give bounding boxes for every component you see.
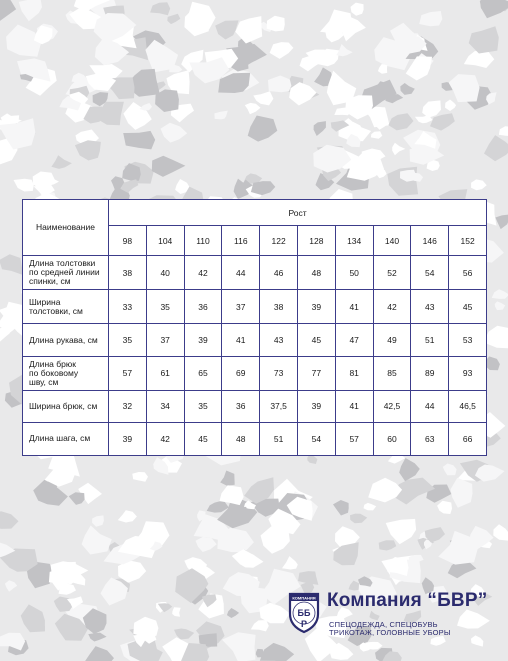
camo-blob <box>495 301 506 310</box>
table-cell: 85 <box>373 356 411 390</box>
table-cell: 37 <box>222 290 260 324</box>
camo-blob <box>419 11 442 26</box>
camo-blob <box>282 556 298 569</box>
table-cell: 44 <box>411 390 449 422</box>
camo-blob <box>336 44 352 56</box>
camo-blob <box>167 14 180 24</box>
table-cell: 41 <box>222 324 260 356</box>
table-cell: 45 <box>297 324 335 356</box>
table-row <box>23 422 487 455</box>
table-cell: 40 <box>146 256 184 290</box>
camo-blob <box>0 511 19 529</box>
row-label-line: Длина шага, см <box>29 433 91 444</box>
table-cell: 39 <box>109 422 147 455</box>
camo-blob <box>220 471 235 486</box>
table-cell: 57 <box>109 356 147 390</box>
camo-blob <box>307 455 317 464</box>
camo-blob <box>92 515 104 526</box>
row-label-line: Длина брюк <box>29 358 76 369</box>
row-label <box>23 356 109 390</box>
table-cell: 38 <box>260 290 298 324</box>
camo-blob <box>267 16 285 32</box>
camo-blob <box>44 177 59 185</box>
height-value: 134 <box>335 226 373 256</box>
camo-blob <box>196 537 217 552</box>
camo-blob <box>445 100 456 112</box>
company-name: Компания “БВР” <box>327 590 488 611</box>
row-label-line: шву, см <box>29 376 59 387</box>
camo-blob <box>351 3 364 16</box>
table-cell: 39 <box>297 390 335 422</box>
camo-blob <box>256 649 264 658</box>
camo-blob <box>214 111 227 120</box>
table-cell: 57 <box>335 422 373 455</box>
camo-blob <box>251 181 275 195</box>
camo-blob <box>132 472 148 482</box>
table-cell: 42,5 <box>373 390 411 422</box>
camo-blob <box>88 633 106 642</box>
table-cell: 36 <box>184 290 222 324</box>
camo-blob <box>172 607 181 617</box>
table-cell: 60 <box>373 422 411 455</box>
camo-blob <box>253 91 273 105</box>
camo-blob <box>422 100 441 117</box>
table-cell: 37 <box>146 324 184 356</box>
camo-blob <box>270 42 294 59</box>
table-cell: 45 <box>449 290 487 324</box>
company-logo-block <box>287 588 487 648</box>
camo-blob <box>161 123 188 143</box>
camo-blob <box>499 126 508 136</box>
camo-blob <box>469 26 499 53</box>
camo-blob <box>223 572 260 596</box>
camo-blob <box>406 56 432 80</box>
camo-blob <box>21 604 45 632</box>
table-cell: 89 <box>411 356 449 390</box>
table-cell: 47 <box>335 324 373 356</box>
camo-blob <box>392 143 405 156</box>
camo-blob <box>118 510 137 522</box>
row-label-line: по средней линии <box>29 267 100 278</box>
table-cell: 51 <box>411 324 449 356</box>
camo-blob <box>82 525 112 554</box>
row-label-line: по боковому <box>29 367 79 378</box>
height-value: 98 <box>109 226 147 256</box>
camo-blob <box>5 580 17 592</box>
table-cell: 65 <box>184 356 222 390</box>
camo-blob <box>51 155 72 169</box>
height-value: 116 <box>222 226 260 256</box>
row-label <box>23 390 109 422</box>
camo-blob <box>364 503 377 511</box>
size-table <box>22 199 487 456</box>
row-label-line: толстовки, см <box>29 305 83 316</box>
table-cell: 53 <box>449 324 487 356</box>
table-cell: 63 <box>411 422 449 455</box>
camo-blob <box>480 0 508 18</box>
camo-blob <box>215 20 238 39</box>
height-value: 152 <box>449 226 487 256</box>
camo-blob <box>484 135 508 161</box>
height-value: 104 <box>146 226 184 256</box>
svg-text:Р: Р <box>300 619 308 629</box>
camo-blob <box>399 458 420 481</box>
table-cell: 81 <box>335 356 373 390</box>
camo-blob <box>493 524 508 541</box>
camo-blob <box>69 492 85 505</box>
camo-blob <box>451 478 473 508</box>
camo-blob <box>75 140 101 160</box>
height-value: 110 <box>184 226 222 256</box>
camo-blob <box>152 156 186 177</box>
company-shield-logo <box>287 590 321 634</box>
camo-blob <box>333 500 349 516</box>
table-row <box>23 324 487 356</box>
camo-blob <box>314 121 326 136</box>
camo-blob <box>140 103 152 111</box>
table-cell: 73 <box>260 356 298 390</box>
table-cell: 42 <box>146 422 184 455</box>
table-cell: 35 <box>184 390 222 422</box>
size-table-container <box>22 199 486 456</box>
camo-blob <box>248 116 278 142</box>
camo-blob <box>340 15 366 41</box>
table-cell: 49 <box>373 324 411 356</box>
table-row <box>23 256 487 290</box>
table-cell: 48 <box>297 256 335 290</box>
camo-blob <box>437 501 452 514</box>
camo-blob <box>235 16 262 43</box>
height-value: 146 <box>411 226 449 256</box>
table-cell: 50 <box>335 256 373 290</box>
table-row <box>23 390 487 422</box>
row-label-line: Ширина <box>29 296 61 307</box>
camo-blob <box>268 76 291 93</box>
badge-text: КОМПАНИЯ <box>292 595 316 601</box>
camo-blob <box>350 514 367 524</box>
table-cell: 51 <box>260 422 298 455</box>
row-label <box>23 290 109 324</box>
table-cell: 69 <box>222 356 260 390</box>
table-cell: 77 <box>297 356 335 390</box>
table-cell: 41 <box>335 390 373 422</box>
camo-blob <box>371 131 382 138</box>
table-cell: 34 <box>146 390 184 422</box>
camo-blob <box>379 540 397 550</box>
camo-blob <box>83 646 114 661</box>
camo-blob <box>495 214 508 229</box>
camo-blob <box>388 113 413 130</box>
row-label-line: Длина толстовки <box>29 258 96 269</box>
table-cell: 39 <box>297 290 335 324</box>
camo-blob <box>34 25 53 44</box>
table-cell: 46,5 <box>449 390 487 422</box>
camo-blob <box>410 147 445 165</box>
table-row <box>23 356 487 390</box>
camo-blob <box>123 131 155 150</box>
camo-blob <box>400 83 415 95</box>
row-label-line: Длина рукава, см <box>29 334 98 345</box>
row-label <box>23 324 109 356</box>
table-cell: 93 <box>449 356 487 390</box>
row-label <box>23 256 109 290</box>
camo-blob <box>333 542 358 565</box>
table-cell: 39 <box>184 324 222 356</box>
header-row <box>23 200 487 226</box>
table-cell: 35 <box>146 290 184 324</box>
camo-blob <box>0 254 23 275</box>
camo-blob <box>98 102 124 126</box>
table-cell: 43 <box>411 290 449 324</box>
table-cell: 36 <box>222 390 260 422</box>
table-row <box>23 290 487 324</box>
table-cell: 43 <box>260 324 298 356</box>
camo-blob <box>449 74 480 102</box>
row-label-line: Ширина брюк, см <box>29 400 98 411</box>
table-cell: 42 <box>373 290 411 324</box>
row-label <box>23 422 109 455</box>
name-header: Наименование <box>23 200 109 256</box>
table-cell: 41 <box>335 290 373 324</box>
camo-blob <box>378 64 387 74</box>
camo-blob <box>0 0 16 23</box>
camo-blob <box>14 179 34 192</box>
table-cell: 61 <box>146 356 184 390</box>
table-cell: 56 <box>449 256 487 290</box>
table-cell: 52 <box>373 256 411 290</box>
company-tagline-1: СПЕЦОДЕЖДА, СПЕЦОБУВЬ <box>329 620 438 629</box>
row-label-line: спинки, см <box>29 276 71 287</box>
table-cell: 32 <box>109 390 147 422</box>
camo-blob <box>0 328 10 342</box>
camo-blob <box>345 95 373 119</box>
camo-blob <box>19 0 42 21</box>
camo-blob <box>227 608 239 618</box>
svg-text:ББ: ББ <box>297 608 311 618</box>
height-header: Рост <box>109 200 487 226</box>
table-cell: 44 <box>222 256 260 290</box>
company-tagline-2: ТРИКОТАЖ, ГОЛОВНЫЕ УБОРЫ <box>329 628 451 637</box>
table-cell: 48 <box>222 422 260 455</box>
camo-blob <box>222 632 256 661</box>
camo-blob <box>492 289 508 299</box>
height-value: 122 <box>260 226 298 256</box>
height-value: 128 <box>297 226 335 256</box>
camo-blob <box>150 2 170 15</box>
table-cell: 37,5 <box>260 390 298 422</box>
table-cell: 35 <box>109 324 147 356</box>
height-value: 140 <box>373 226 411 256</box>
camo-blob <box>261 526 290 554</box>
camo-blob <box>251 620 269 631</box>
table-cell: 66 <box>449 422 487 455</box>
table-cell: 54 <box>411 256 449 290</box>
table-cell: 33 <box>109 290 147 324</box>
table-cell: 46 <box>260 256 298 290</box>
camo-blob <box>443 464 457 476</box>
table-cell: 42 <box>184 256 222 290</box>
camo-blob <box>471 179 487 190</box>
table-cell: 38 <box>109 256 147 290</box>
table-cell: 54 <box>297 422 335 455</box>
table-cell: 45 <box>184 422 222 455</box>
camo-blob <box>245 103 261 114</box>
